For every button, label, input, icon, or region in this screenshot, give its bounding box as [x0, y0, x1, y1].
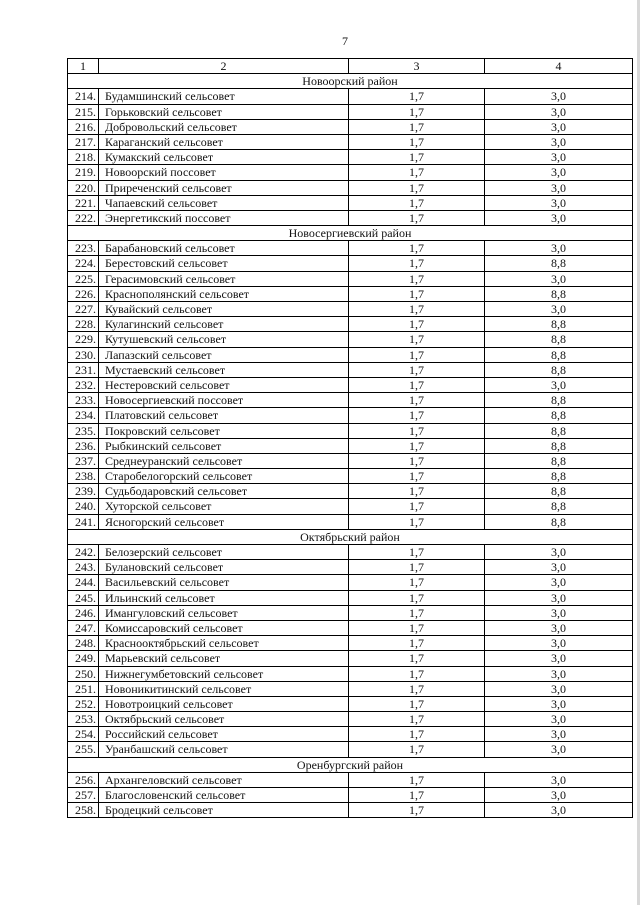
table-row [68, 591, 633, 606]
settlement-name: Уранбашский сельсовет [99, 742, 349, 757]
coefficient-col-4: 3,0 [485, 272, 633, 287]
table-row [68, 424, 633, 439]
settlement-name: Мустаевский сельсовет [99, 363, 349, 378]
table-row [68, 348, 633, 363]
table-row [68, 545, 633, 560]
row-number: 224. [68, 256, 99, 271]
settlement-name: Краснооктябрьский сельсовет [99, 636, 349, 651]
coefficient-col-3: 1,7 [349, 803, 485, 818]
coefficient-col-3: 1,7 [349, 89, 485, 104]
coefficient-col-3: 1,7 [349, 606, 485, 621]
settlement-name: Старобелогорский сельсовет [99, 469, 349, 484]
row-number: 238. [68, 469, 99, 484]
table-row [68, 667, 633, 682]
row-number: 249. [68, 651, 99, 666]
table-row [68, 712, 633, 727]
settlement-name: Берестовский сельсовет [99, 256, 349, 271]
settlement-name: Лапазский сельсовет [99, 348, 349, 363]
coefficient-col-3: 1,7 [349, 636, 485, 651]
section-row [68, 530, 633, 545]
table-row [68, 439, 633, 454]
coefficient-col-3: 1,7 [349, 332, 485, 347]
row-number: 253. [68, 712, 99, 727]
coefficient-col-4: 8,8 [485, 408, 633, 423]
coefficient-col-3: 1,7 [349, 165, 485, 180]
row-number: 214. [68, 89, 99, 104]
coefficient-col-3: 1,7 [349, 712, 485, 727]
coefficient-col-3: 1,7 [349, 682, 485, 697]
settlement-name: Булановский сельсовет [99, 560, 349, 575]
coefficient-col-3: 1,7 [349, 363, 485, 378]
table-row [68, 484, 633, 499]
table-row [68, 575, 633, 590]
settlement-name: Герасимовский сельсовет [99, 272, 349, 287]
settlement-name: Имангуловский сельсовет [99, 606, 349, 621]
coefficient-col-4: 8,8 [485, 424, 633, 439]
coefficient-col-4: 3,0 [485, 211, 633, 226]
coefficient-col-3: 1,7 [349, 788, 485, 803]
coefficient-col-4: 8,8 [485, 499, 633, 514]
coefficient-col-4: 3,0 [485, 560, 633, 575]
header-col-1: 1 [68, 59, 99, 74]
coefficient-col-4: 3,0 [485, 89, 633, 104]
table-row [68, 560, 633, 575]
coefficient-col-4: 3,0 [485, 621, 633, 636]
table-row [68, 515, 633, 530]
coefficient-col-4: 8,8 [485, 469, 633, 484]
row-number: 221. [68, 196, 99, 211]
coefficient-col-4: 3,0 [485, 667, 633, 682]
coefficient-col-4: 3,0 [485, 302, 633, 317]
settlement-name: Энергетикский поссовет [99, 211, 349, 226]
settlement-name: Нестеровский сельсовет [99, 378, 349, 393]
table-row [68, 89, 633, 104]
settlement-name: Благословенский сельсовет [99, 788, 349, 803]
coefficient-col-3: 1,7 [349, 545, 485, 560]
coefficient-col-3: 1,7 [349, 135, 485, 150]
row-number: 251. [68, 682, 99, 697]
row-number: 256. [68, 773, 99, 788]
table-row [68, 408, 633, 423]
row-number: 234. [68, 408, 99, 423]
coefficient-col-4: 3,0 [485, 135, 633, 150]
coefficient-col-3: 1,7 [349, 424, 485, 439]
row-number: 235. [68, 424, 99, 439]
coefficient-col-4: 3,0 [485, 120, 633, 135]
table-row [68, 181, 633, 196]
settlement-name: Белозерский сельсовет [99, 545, 349, 560]
table-row [68, 682, 633, 697]
settlement-name: Бродецкий сельсовет [99, 803, 349, 818]
table-row [68, 317, 633, 332]
coefficient-col-4: 3,0 [485, 773, 633, 788]
coefficient-col-3: 1,7 [349, 742, 485, 757]
coefficient-col-3: 1,7 [349, 348, 485, 363]
table-row [68, 773, 633, 788]
row-number: 229. [68, 332, 99, 347]
coefficient-col-3: 1,7 [349, 697, 485, 712]
coefficient-col-4: 8,8 [485, 454, 633, 469]
row-number: 250. [68, 667, 99, 682]
row-number: 217. [68, 135, 99, 150]
coefficient-col-3: 1,7 [349, 120, 485, 135]
settlement-name: Кутушевский сельсовет [99, 332, 349, 347]
coefficient-col-4: 3,0 [485, 788, 633, 803]
row-number: 241. [68, 515, 99, 530]
settlement-name: Краснополянский сельсовет [99, 287, 349, 302]
coefficient-col-3: 1,7 [349, 591, 485, 606]
settlement-name: Новоорский поссовет [99, 165, 349, 180]
coefficient-col-4: 8,8 [485, 439, 633, 454]
section-title: Новоорский район [68, 74, 633, 89]
section-row [68, 74, 633, 89]
settlement-name: Архангеловский сельсовет [99, 773, 349, 788]
coefficient-col-3: 1,7 [349, 181, 485, 196]
row-number: 257. [68, 788, 99, 803]
table-row [68, 196, 633, 211]
settlement-name: Ясногорский сельсовет [99, 515, 349, 530]
settlement-name: Караганский сельсовет [99, 135, 349, 150]
settlement-name: Хуторской сельсовет [99, 499, 349, 514]
coefficient-col-4: 8,8 [485, 363, 633, 378]
coefficient-col-4: 3,0 [485, 181, 633, 196]
page-number: 7 [342, 34, 348, 48]
table-row [68, 727, 633, 742]
row-number: 225. [68, 272, 99, 287]
row-number: 216. [68, 120, 99, 135]
section-title: Оренбургский район [68, 758, 633, 773]
settlement-name: Комиссаровский сельсовет [99, 621, 349, 636]
row-number: 215. [68, 105, 99, 120]
table-row [68, 256, 633, 271]
row-number: 252. [68, 697, 99, 712]
settlement-name: Платовский сельсовет [99, 408, 349, 423]
coefficient-col-4: 3,0 [485, 682, 633, 697]
coefficient-col-3: 1,7 [349, 667, 485, 682]
table-row [68, 120, 633, 135]
coefficient-col-3: 1,7 [349, 241, 485, 256]
table-row [68, 606, 633, 621]
coefficient-col-4: 3,0 [485, 742, 633, 757]
row-number: 246. [68, 606, 99, 621]
row-number: 258. [68, 803, 99, 818]
table-row [68, 211, 633, 226]
settlement-name: Кумакский сельсовет [99, 150, 349, 165]
row-number: 226. [68, 287, 99, 302]
coefficient-col-4: 3,0 [485, 636, 633, 651]
coefficient-col-4: 8,8 [485, 348, 633, 363]
coefficient-col-3: 1,7 [349, 272, 485, 287]
table-row [68, 393, 633, 408]
coefficient-col-4: 8,8 [485, 287, 633, 302]
settlement-name: Российский сельсовет [99, 727, 349, 742]
header-col-4: 4 [485, 59, 633, 74]
coefficient-col-4: 3,0 [485, 378, 633, 393]
coefficient-col-4: 3,0 [485, 575, 633, 590]
coefficient-col-3: 1,7 [349, 196, 485, 211]
settlement-name: Марьевский сельсовет [99, 651, 349, 666]
coefficient-col-4: 3,0 [485, 105, 633, 120]
row-number: 227. [68, 302, 99, 317]
coefficient-col-4: 3,0 [485, 545, 633, 560]
settlement-name: Ильинский сельсовет [99, 591, 349, 606]
coefficient-col-3: 1,7 [349, 408, 485, 423]
table-row [68, 651, 633, 666]
coefficient-col-3: 1,7 [349, 621, 485, 636]
table-row [68, 636, 633, 651]
coefficient-col-4: 8,8 [485, 484, 633, 499]
data-table [67, 58, 633, 818]
coefficient-col-3: 1,7 [349, 484, 485, 499]
row-number: 243. [68, 560, 99, 575]
coefficient-col-3: 1,7 [349, 439, 485, 454]
settlement-name: Покровский сельсовет [99, 424, 349, 439]
coefficient-col-4: 3,0 [485, 241, 633, 256]
section-row [68, 226, 633, 241]
coefficient-col-3: 1,7 [349, 256, 485, 271]
settlement-name: Новотроицкий сельсовет [99, 697, 349, 712]
coefficient-col-3: 1,7 [349, 454, 485, 469]
coefficient-col-3: 1,7 [349, 575, 485, 590]
coefficient-col-4: 8,8 [485, 393, 633, 408]
row-number: 228. [68, 317, 99, 332]
table-row [68, 332, 633, 347]
coefficient-col-4: 8,8 [485, 332, 633, 347]
coefficient-col-4: 3,0 [485, 712, 633, 727]
coefficient-col-3: 1,7 [349, 499, 485, 514]
settlement-name: Барабановский сельсовет [99, 241, 349, 256]
coefficient-col-3: 1,7 [349, 287, 485, 302]
coefficient-col-4: 3,0 [485, 150, 633, 165]
coefficient-col-4: 3,0 [485, 606, 633, 621]
row-number: 242. [68, 545, 99, 560]
row-number: 223. [68, 241, 99, 256]
coefficient-col-3: 1,7 [349, 469, 485, 484]
settlement-name: Кулагинский сельсовет [99, 317, 349, 332]
settlement-name: Новосергиевский поссовет [99, 393, 349, 408]
row-number: 245. [68, 591, 99, 606]
table-row [68, 287, 633, 302]
coefficient-col-3: 1,7 [349, 378, 485, 393]
coefficient-col-3: 1,7 [349, 560, 485, 575]
row-number: 255. [68, 742, 99, 757]
settlement-name: Новоникитинский сельсовет [99, 682, 349, 697]
coefficient-col-4: 3,0 [485, 196, 633, 211]
settlement-name: Будамшинский сельсовет [99, 89, 349, 104]
coefficient-col-3: 1,7 [349, 773, 485, 788]
coefficient-col-4: 3,0 [485, 727, 633, 742]
coefficient-col-4: 3,0 [485, 651, 633, 666]
table-row [68, 302, 633, 317]
section-title: Октябрьский район [68, 530, 633, 545]
table-row [68, 742, 633, 757]
table-row [68, 272, 633, 287]
coefficient-col-4: 3,0 [485, 591, 633, 606]
row-number: 231. [68, 363, 99, 378]
coefficient-col-3: 1,7 [349, 651, 485, 666]
table-row [68, 378, 633, 393]
coefficient-col-4: 8,8 [485, 256, 633, 271]
coefficient-col-3: 1,7 [349, 393, 485, 408]
settlement-name: Кувайский сельсовет [99, 302, 349, 317]
row-number: 248. [68, 636, 99, 651]
row-number: 220. [68, 181, 99, 196]
table-row [68, 241, 633, 256]
coefficient-col-3: 1,7 [349, 150, 485, 165]
coefficient-col-3: 1,7 [349, 317, 485, 332]
row-number: 236. [68, 439, 99, 454]
row-number: 219. [68, 165, 99, 180]
settlement-name: Чапаевский сельсовет [99, 196, 349, 211]
coefficient-col-3: 1,7 [349, 515, 485, 530]
coefficient-col-3: 1,7 [349, 211, 485, 226]
row-number: 247. [68, 621, 99, 636]
coefficient-col-3: 1,7 [349, 302, 485, 317]
coefficient-col-4: 8,8 [485, 515, 633, 530]
table-row [68, 697, 633, 712]
settlement-name: Добровольский сельсовет [99, 120, 349, 135]
row-number: 240. [68, 499, 99, 514]
table-row [68, 363, 633, 378]
table-row [68, 803, 633, 818]
coefficient-col-4: 8,8 [485, 317, 633, 332]
table-row [68, 165, 633, 180]
section-title: Новосергиевский район [68, 226, 633, 241]
section-row [68, 758, 633, 773]
settlement-name: Судьбодаровский сельсовет [99, 484, 349, 499]
settlement-name: Рыбкинский сельсовет [99, 439, 349, 454]
table-row [68, 621, 633, 636]
row-number: 232. [68, 378, 99, 393]
coefficient-col-3: 1,7 [349, 105, 485, 120]
table-row [68, 454, 633, 469]
row-number: 218. [68, 150, 99, 165]
table-header-row [68, 59, 633, 74]
row-number: 222. [68, 211, 99, 226]
coefficient-col-4: 3,0 [485, 803, 633, 818]
coefficient-col-4: 3,0 [485, 697, 633, 712]
row-number: 239. [68, 484, 99, 499]
table-row [68, 788, 633, 803]
header-col-2: 2 [99, 59, 349, 74]
row-number: 233. [68, 393, 99, 408]
coefficient-col-4: 3,0 [485, 165, 633, 180]
header-col-3: 3 [349, 59, 485, 74]
row-number: 254. [68, 727, 99, 742]
table-row [68, 469, 633, 484]
table-row [68, 150, 633, 165]
coefficient-col-3: 1,7 [349, 727, 485, 742]
settlement-name: Октябрьский сельсовет [99, 712, 349, 727]
table-row [68, 135, 633, 150]
table-row [68, 499, 633, 514]
row-number: 237. [68, 454, 99, 469]
settlement-name: Нижнегумбетовский сельсовет [99, 667, 349, 682]
table-row [68, 105, 633, 120]
settlement-name: Среднеуранский сельсовет [99, 454, 349, 469]
row-number: 230. [68, 348, 99, 363]
row-number: 244. [68, 575, 99, 590]
settlement-name: Приреченский сельсовет [99, 181, 349, 196]
settlement-name: Горьковский сельсовет [99, 105, 349, 120]
settlement-name: Васильевский сельсовет [99, 575, 349, 590]
